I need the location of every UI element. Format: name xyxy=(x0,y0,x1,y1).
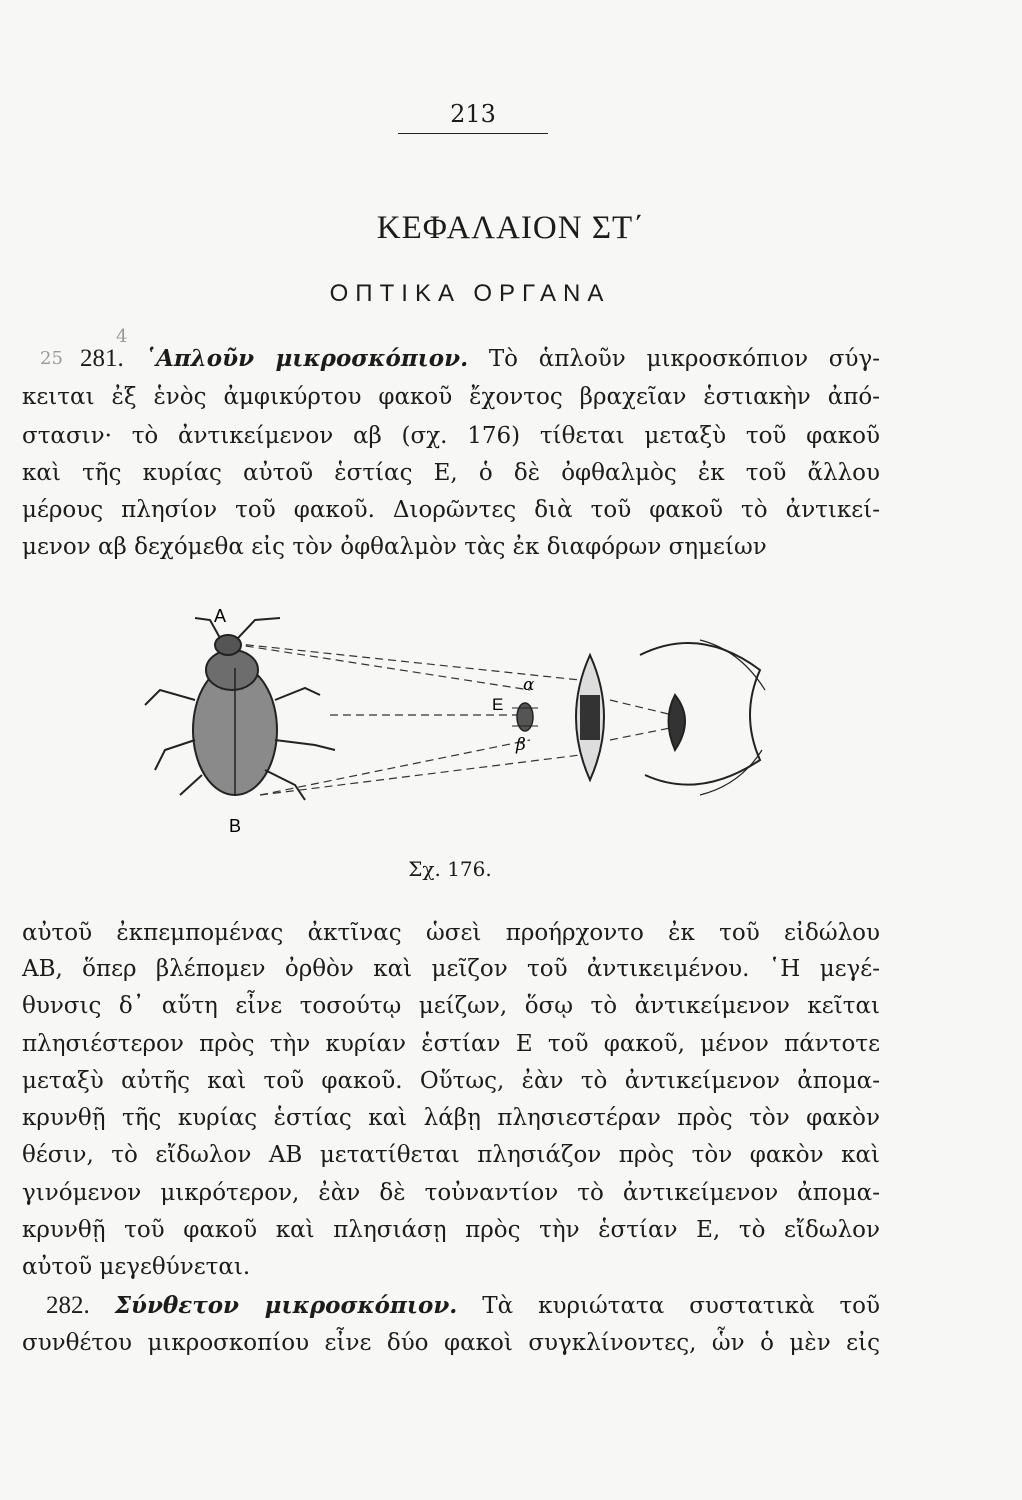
paragraph-line: μεταξὺ αὐτῆς καὶ τοῦ φακοῦ. Οὕτως, ἐὰν τὸ ἀντικείμενον ἀπομα- xyxy=(22,1068,880,1094)
section-heading: Σύνθετον μικροσκόπιον. xyxy=(114,1292,458,1319)
figure-caption: Σχ. 176. xyxy=(408,857,492,881)
paragraph-text: Τὸ ἁπλοῦν μικροσκόπιον σύγ- xyxy=(488,346,880,372)
beetle-image-icon xyxy=(145,618,335,800)
image-bottom-label: Β xyxy=(228,816,242,836)
lens-mount xyxy=(580,695,600,740)
paragraph-line: στασιν· τὸ ἀντικείμενον αβ (σχ. 176) τίθεται μεταξὺ τοῦ φακοῦ xyxy=(22,423,880,449)
paragraph-line: μέρους πλησίον τοῦ φακοῦ. Διορῶντες διὰ τοῦ φακοῦ τὸ ἀντικεί- xyxy=(22,497,880,523)
paragraph-line: αὐτοῦ ἐκπεμπομένας ἀκτῖνας ὡσεὶ προήρχοντο ἐκ τοῦ εἰδώλου xyxy=(22,920,880,946)
paragraph-line: συνθέτου μικροσκοπίου εἶνε δύο φακοὶ συγκλίνοντες, ὧν ὁ μὲν εἰς xyxy=(22,1330,880,1356)
beetle-object-icon xyxy=(512,703,538,731)
page-number: 213 xyxy=(450,100,496,128)
page-number-rule xyxy=(398,133,548,134)
paragraph-line: κειται ἐξ ἑνὸς ἀμφικύρτου φακοῦ ἔχοντος βραχεῖαν ἑστιακὴν ἀπό- xyxy=(22,384,880,410)
object-bottom-label: β xyxy=(516,735,526,755)
paragraph-line: γινόμενον μικρότερον, ἐὰν δὲ τοὐναντίον τὸ ἀντικείμενον ἀπομα- xyxy=(22,1180,880,1206)
paragraph-line: πλησιέστερον πρὸς τὴν κυρίαν ἑστίαν Ε τοῦ φακοῦ, μένον πάντοτε xyxy=(22,1031,880,1057)
chapter-subtitle: ΟΠΤΙΚΑ ΟΡΓΑΝΑ xyxy=(329,280,611,307)
focus-label: Ε xyxy=(492,695,504,714)
paragraph-line: ΑΒ, ὅπερ βλέπομεν ὀρθὸν καὶ μεῖζον τοῦ ἀντικειμένου. ῾Η μεγέ- xyxy=(22,956,880,982)
section-heading: ῾Απλοῦν μικροσκόπιον. xyxy=(144,345,469,372)
margin-note: 4 xyxy=(116,326,128,347)
magnifier-figure xyxy=(140,600,780,840)
paragraph-line: καὶ τῆς κυρίας αὐτοῦ ἑστίας Ε, ὁ δὲ ὀφθαλμὸς ἐκ τοῦ ἄλλου xyxy=(22,460,880,486)
section-number: 281. xyxy=(80,345,124,372)
paragraph-line xyxy=(80,345,880,373)
light-rays xyxy=(220,642,685,795)
paragraph-text: Τὰ κυριώτατα συστατικὰ τοῦ xyxy=(482,1293,881,1319)
eye-icon xyxy=(640,640,765,795)
chapter-title: ΚΕΦΑΛΑΙΟΝ ΣΤ΄ xyxy=(376,210,646,246)
paragraph-line: θέσιν, τὸ εἴδωλον ΑΒ μετατίθεται πλησιάζον πρὸς τὸν φακὸν καὶ xyxy=(22,1142,880,1168)
paragraph-line: αὐτοῦ μεγεθύνεται. xyxy=(22,1254,251,1280)
paragraph-line: θυνσις δ᾽ αὕτη εἶνε τοσούτῳ μείζων, ὅσῳ τὸ ἀντικείμενον κεῖται xyxy=(22,993,880,1019)
paragraph-line xyxy=(46,1292,880,1320)
image-top-label: Α xyxy=(213,606,227,626)
section-number: 282. xyxy=(46,1292,90,1319)
object-top-label: α xyxy=(523,675,535,695)
paragraph-line: κρυνθῇ τῆς κυρίας ἑστίας καὶ λάβῃ πλησιεστέραν πρὸς τὸν φακὸν xyxy=(22,1105,880,1131)
paragraph-line: μενον αβ δεχόμεθα εἰς τὸν ὀφθαλμὸν τὰς ἐκ διαφόρων σημείων xyxy=(22,534,767,560)
margin-note: 25 xyxy=(40,348,63,369)
paragraph-line: κρυνθῇ τοῦ φακοῦ καὶ πλησιάσῃ πρὸς τὴν ἑστίαν Ε, τὸ εἴδωλον xyxy=(22,1217,880,1243)
